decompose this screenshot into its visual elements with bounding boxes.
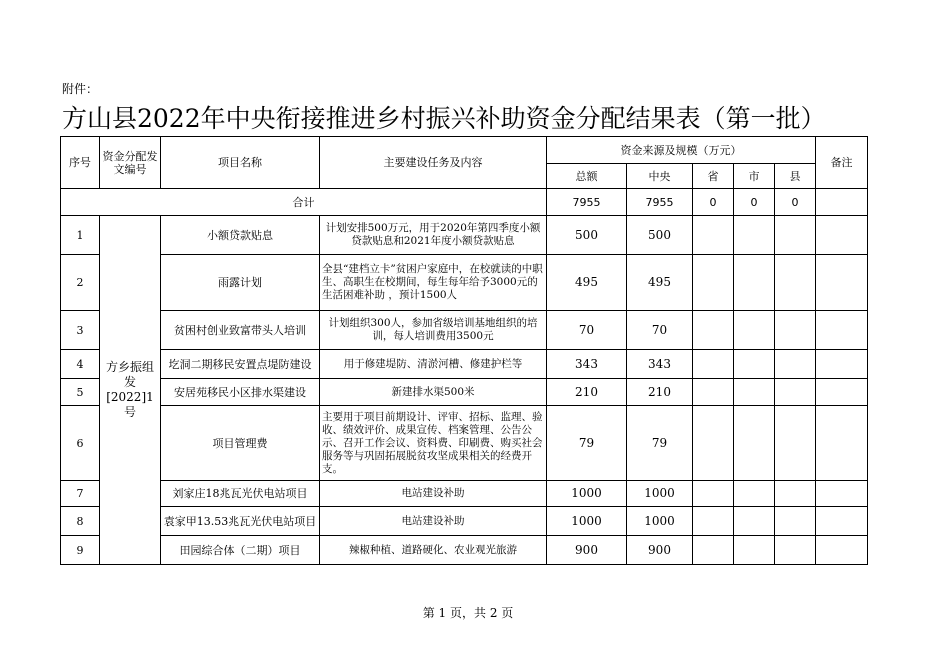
row-remarks: [816, 481, 868, 507]
header-county: 县: [775, 164, 816, 189]
summary-label: 合计: [61, 189, 547, 216]
table-row: [61, 406, 868, 481]
row-city: [734, 536, 775, 565]
header-province: 省: [693, 164, 734, 189]
summary-city: 0: [734, 189, 775, 216]
row-project-name: 圪洞二期移民安置点堤防建设: [161, 350, 320, 379]
row-county: [775, 481, 816, 507]
table-row: [61, 311, 868, 350]
row-city: [734, 406, 775, 481]
row-seq: 8: [61, 507, 100, 536]
row-remarks: [816, 255, 868, 311]
row-county: [775, 507, 816, 536]
row-county: [775, 536, 816, 565]
row-project-name: 项目管理费: [161, 406, 320, 481]
row-total: 70: [547, 311, 627, 350]
row-content: 电站建设补助: [320, 481, 547, 507]
row-city: [734, 216, 775, 255]
row-county: [775, 406, 816, 481]
row-city: [734, 255, 775, 311]
header-content: 主要建设任务及内容: [320, 137, 547, 189]
row-content: 用于修建堤防、清淤河槽、修建护栏等: [320, 350, 547, 379]
header-central: 中央: [627, 164, 693, 189]
row-project-name: 田园综合体（二期）项目: [161, 536, 320, 565]
row-central: 500: [627, 216, 693, 255]
summary-province: 0: [693, 189, 734, 216]
header-remarks: 备注: [816, 137, 868, 189]
row-central: 1000: [627, 481, 693, 507]
table-row: [61, 255, 868, 311]
row-remarks: [816, 406, 868, 481]
table-row: [61, 216, 868, 255]
row-seq: 7: [61, 481, 100, 507]
row-remarks: [816, 216, 868, 255]
row-total: 495: [547, 255, 627, 311]
page-footer: 第 1 页，共 2 页: [422, 606, 514, 620]
row-project-name: 刘家庄18兆瓦光伏电站项目: [161, 481, 320, 507]
row-project-name: 安居苑移民小区排水渠建设: [161, 379, 320, 406]
row-total: 500: [547, 216, 627, 255]
row-province: [693, 481, 734, 507]
row-seq: 2: [61, 255, 100, 311]
row-province: [693, 379, 734, 406]
row-central: 343: [627, 350, 693, 379]
row-central: 900: [627, 536, 693, 565]
table-row: [61, 536, 868, 565]
row-county: [775, 311, 816, 350]
summary-central: 7955: [627, 189, 693, 216]
row-content: 全县“建档立卡”贫困户家庭中，在校就读的中职生、高职生在校期间，每生每年给予3000元的生活困难补助 ，预计1500人: [320, 255, 547, 311]
row-province: [693, 507, 734, 536]
row-content: 辣椒种植、道路硬化、农业观光旅游: [320, 536, 547, 565]
header-project-name: 项目名称: [161, 137, 320, 189]
doc-no-cell: 方乡振组发[2022]1号: [100, 216, 161, 565]
row-content: 计划安排500万元，用于2020年第四季度小额贷款贴息和2021年度小额贷款贴息: [320, 216, 547, 255]
row-province: [693, 311, 734, 350]
row-county: [775, 255, 816, 311]
summary-county: 0: [775, 189, 816, 216]
row-project-name: 袁家甲13.53兆瓦光伏电站项目: [161, 507, 320, 536]
row-seq: 6: [61, 406, 100, 481]
row-central: 79: [627, 406, 693, 481]
row-city: [734, 379, 775, 406]
row-total: 1000: [547, 507, 627, 536]
row-county: [775, 379, 816, 406]
table-row: [61, 481, 868, 507]
row-city: [734, 481, 775, 507]
summary-row: [61, 189, 868, 216]
funding-table: [60, 136, 868, 565]
row-remarks: [816, 536, 868, 565]
row-county: [775, 216, 816, 255]
row-county: [775, 350, 816, 379]
row-remarks: [816, 507, 868, 536]
table-row: [61, 379, 868, 406]
header-seq: 序号: [61, 137, 100, 189]
row-central: 210: [627, 379, 693, 406]
row-seq: 9: [61, 536, 100, 565]
summary-remarks: [816, 189, 868, 216]
row-content: 电站建设补助: [320, 507, 547, 536]
row-central: 70: [627, 311, 693, 350]
table-row: [61, 350, 868, 379]
header-funding-group: 资金来源及规模（万元）: [547, 137, 816, 164]
row-province: [693, 536, 734, 565]
row-remarks: [816, 379, 868, 406]
row-seq: 3: [61, 311, 100, 350]
row-city: [734, 311, 775, 350]
row-province: [693, 255, 734, 311]
row-seq: 4: [61, 350, 100, 379]
document-title: 方山县2022年中央衔接推进乡村振兴补助资金分配结果表（第一批）: [62, 104, 826, 133]
row-city: [734, 350, 775, 379]
row-total: 900: [547, 536, 627, 565]
row-content: 主要用于项目前期设计、评审、招标、监理、验收、绩效评价、成果宣传、档案管理、公告公示、召开工作会议、资料费、印刷费、购买社会服务等与巩固拓展脱贫攻坚成果相关的经费开支。: [320, 406, 547, 481]
row-remarks: [816, 350, 868, 379]
row-seq: 5: [61, 379, 100, 406]
row-total: 79: [547, 406, 627, 481]
row-content: 新建排水渠500米: [320, 379, 547, 406]
row-province: [693, 216, 734, 255]
row-total: 1000: [547, 481, 627, 507]
row-project-name: 雨露计划: [161, 255, 320, 311]
row-province: [693, 406, 734, 481]
row-central: 495: [627, 255, 693, 311]
summary-total: 7955: [547, 189, 627, 216]
row-province: [693, 350, 734, 379]
row-central: 1000: [627, 507, 693, 536]
row-seq: 1: [61, 216, 100, 255]
attachment-label: 附件：: [62, 82, 99, 96]
row-project-name: 小额贷款贴息: [161, 216, 320, 255]
header-city: 市: [734, 164, 775, 189]
row-total: 210: [547, 379, 627, 406]
row-project-name: 贫困村创业致富带头人培训: [161, 311, 320, 350]
header-doc-no: 资金分配发文编号: [100, 137, 161, 189]
row-remarks: [816, 311, 868, 350]
row-total: 343: [547, 350, 627, 379]
row-city: [734, 507, 775, 536]
header-total: 总额: [547, 164, 627, 189]
table-row: [61, 507, 868, 536]
row-content: 计划组织300人，参加省级培训基地组织的培训，每人培训费用3500元: [320, 311, 547, 350]
